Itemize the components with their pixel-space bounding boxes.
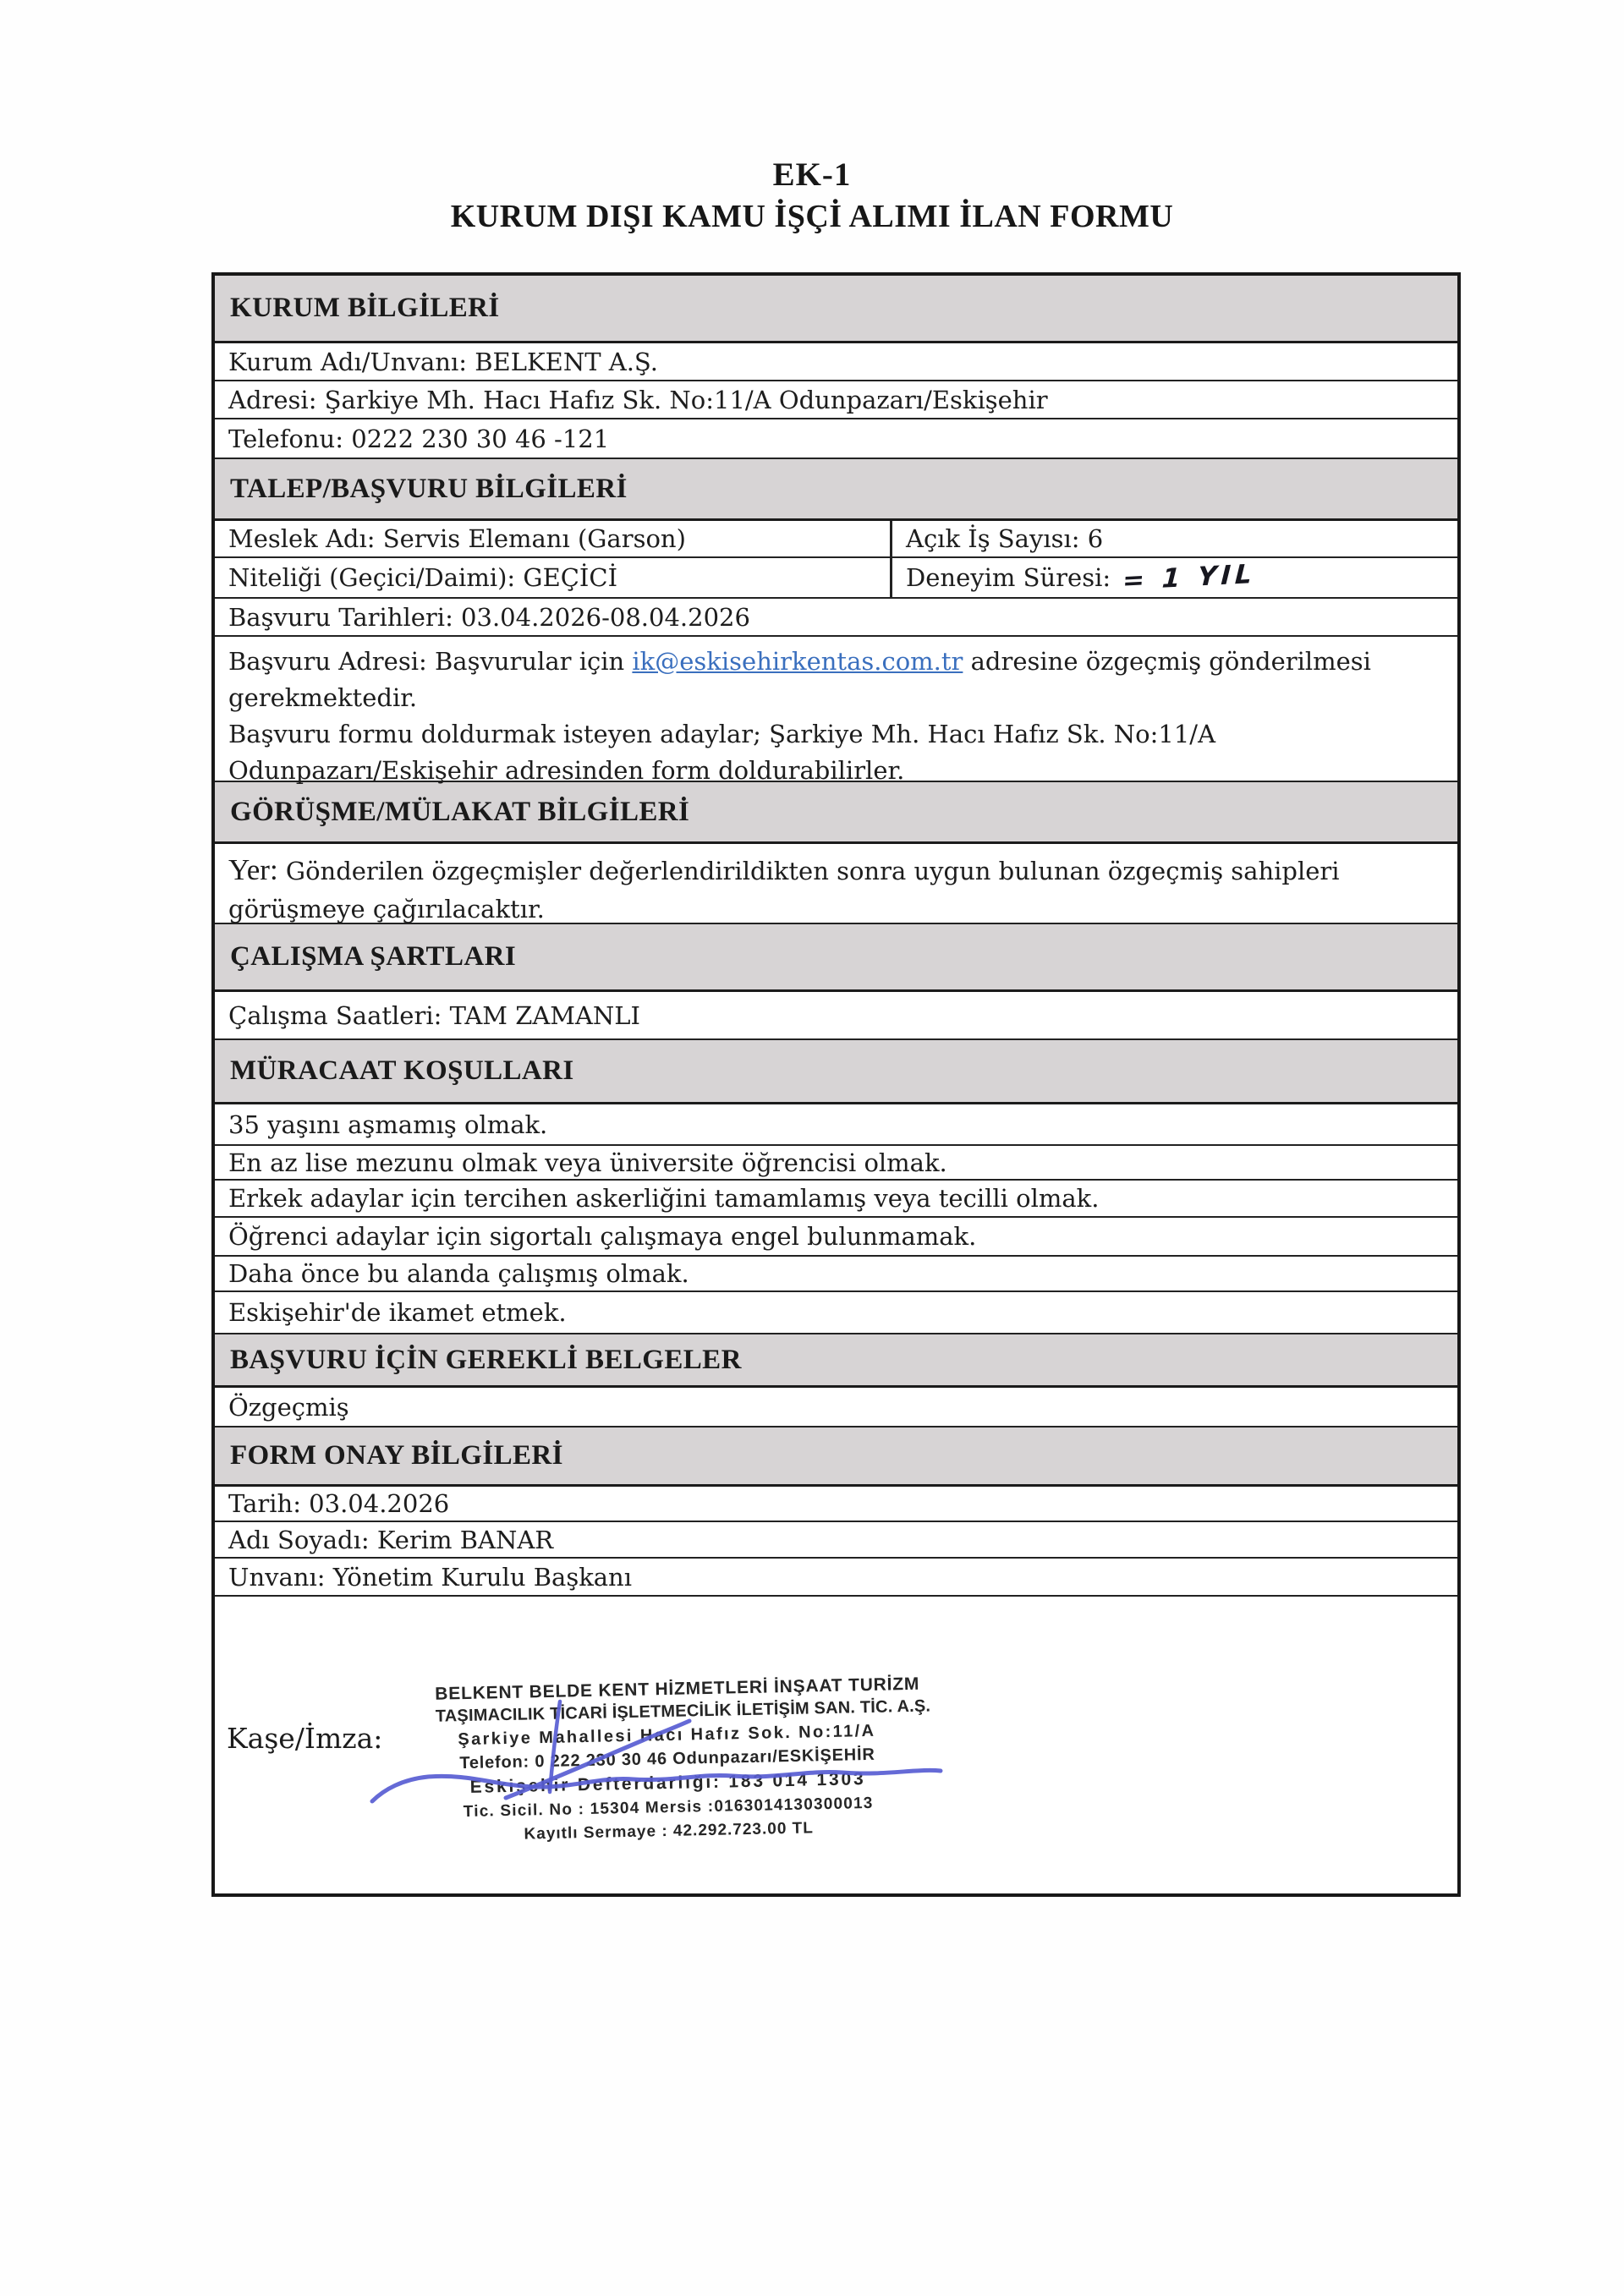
muracaat-item-row bbox=[215, 1181, 1457, 1218]
kase-imza-area bbox=[215, 1597, 1457, 1893]
muracaat-item-row bbox=[215, 1257, 1457, 1292]
kurum-adi-text: Kurum Adı/Unvanı: BELKENT A.Ş. bbox=[228, 347, 658, 376]
calisma-saatleri-text: Çalışma Saatleri: TAM ZAMANLI bbox=[228, 1000, 641, 1030]
section-title: MÜRACAAT KOŞULLARI bbox=[230, 1055, 574, 1086]
muracaat-item-text: En az lise mezunu olmak veya üniversite öğrencisi olmak. bbox=[228, 1148, 947, 1177]
section-header-calisma-sartlari bbox=[215, 924, 1457, 992]
section-title: ÇALIŞMA ŞARTLARI bbox=[230, 941, 517, 972]
basvuru-tarihleri-text: Başvuru Tarihleri: 03.04.2026-08.04.2026 bbox=[228, 602, 750, 632]
meslek-adi-text: Meslek Adı: Servis Elemanı (Garson) bbox=[228, 524, 686, 553]
muracaat-item-row bbox=[215, 1292, 1457, 1334]
stamp-line: Şarkiye Mahallesi Hacı Hafız Sok. No:11/A bbox=[458, 1721, 876, 1750]
row-telefonu bbox=[215, 419, 1457, 459]
row-meslek-acikis bbox=[215, 521, 1457, 558]
section-header-form-onay bbox=[215, 1427, 1457, 1487]
title-form-name: KURUM DIŞI KAMU İŞÇİ ALIMI İLAN FORMU bbox=[450, 199, 1174, 234]
adi-soyadi-text: Adı Soyadı: Kerim BANAR bbox=[228, 1525, 554, 1554]
section-header-kurum-bilgileri bbox=[215, 276, 1457, 343]
kase-imza-label: Kaşe/İmza: bbox=[227, 1722, 383, 1755]
deneyim-cell bbox=[892, 558, 1457, 597]
section-title: KURUM BİLGİLERİ bbox=[230, 293, 500, 323]
deneyim-label: Deneyim Süresi: bbox=[906, 563, 1111, 592]
muracaat-item-row bbox=[215, 1146, 1457, 1181]
nitelik-cell bbox=[215, 558, 892, 597]
stamp-line: Tic. Sicil. No : 15304 Mersis :0163014130300013 bbox=[463, 1794, 874, 1822]
telefonu-text: Telefonu: 0222 230 30 46 -121 bbox=[228, 424, 610, 453]
section-title: TALEP/BAŞVURU BİLGİLERİ bbox=[230, 473, 628, 504]
company-stamp bbox=[435, 1673, 931, 1848]
section-title: GÖRÜŞME/MÜLAKAT BİLGİLERİ bbox=[230, 796, 690, 827]
muracaat-item-text: Eskişehir'de ikamet etmek. bbox=[228, 1298, 567, 1327]
row-unvani bbox=[215, 1559, 1457, 1597]
row-tarih bbox=[215, 1487, 1457, 1522]
stamp-line: Kayıtlı Sermaye : 42.292.723.00 TL bbox=[524, 1819, 815, 1844]
row-ozgecmis bbox=[215, 1388, 1457, 1427]
ozgecmis-text: Özgeçmiş bbox=[228, 1392, 349, 1422]
muracaat-item-row bbox=[215, 1218, 1457, 1257]
yer-text: Gönderilen özgeçmişler değerlendirildikten sonra uygun bulunan özgeçmiş sahipleri görüşmeye çağırılacaktır. bbox=[228, 857, 1340, 923]
meslek-adi-cell bbox=[215, 521, 892, 556]
document-title bbox=[0, 156, 1624, 238]
row-basvuru-tarihleri bbox=[215, 599, 1457, 637]
nitelik-text: Niteliği (Geçici/Daimi): GEÇİCİ bbox=[228, 563, 618, 592]
row-nitelik-deneyim bbox=[215, 558, 1457, 599]
row-kurum-adi bbox=[215, 343, 1457, 381]
basvuru-adresi-prefix: Başvuru Adresi: Başvurular için bbox=[228, 647, 633, 676]
section-header-gorusme bbox=[215, 782, 1457, 844]
tarih-text: Tarih: 03.04.2026 bbox=[228, 1489, 450, 1518]
section-header-talep-basvuru bbox=[215, 459, 1457, 521]
row-calisma-saatleri bbox=[215, 992, 1457, 1040]
stamp-line: TAŞIMACILIK TİCARİ İŞLETMECİLİK İLETİŞİM SAN. TİC. A.Ş. bbox=[435, 1696, 931, 1726]
form-table bbox=[211, 272, 1461, 1897]
muracaat-item-text: Öğrenci adaylar için sigortalı çalışmaya engel bulunmamak. bbox=[228, 1222, 977, 1251]
deneyim-handwritten-value: = 1 YIL bbox=[1122, 558, 1257, 597]
basvuru-adresi-line2: Başvuru formu doldurmak isteyen adaylar; Şarkiye Mh. Hacı Hafız Sk. No:11/A Odunpazarı/Eskişehir adresinden form doldurabilirler. bbox=[228, 720, 1216, 785]
stamp-line: BELKENT BELDE KENT HİZMETLERİ İNŞAAT TURİZM bbox=[435, 1674, 920, 1704]
stamp-line: Eskişehir Defterdarlığı: 183 014 1303 bbox=[469, 1769, 866, 1797]
section-header-gerekli-belgeler bbox=[215, 1334, 1457, 1388]
muracaat-item-text: Daha önce bu alanda çalışmış olmak. bbox=[228, 1259, 689, 1288]
row-yer bbox=[215, 844, 1457, 924]
muracaat-item-text: 35 yaşını aşmamış olmak. bbox=[228, 1110, 548, 1139]
basvuru-adresi-suffix: adresine özgeçmiş gönderilmesi gerekmektedir. bbox=[228, 647, 1371, 712]
acik-is-cell bbox=[892, 521, 1457, 556]
unvani-text: Unvanı: Yönetim Kurulu Başkanı bbox=[228, 1562, 633, 1592]
acik-is-text: Açık İş Sayısı: 6 bbox=[906, 524, 1104, 553]
muracaat-item-text: Erkek adaylar için tercihen askerliğini tamamlamış veya tecilli olmak. bbox=[228, 1184, 1100, 1213]
section-title: BAŞVURU İÇİN GEREKLİ BELGELER bbox=[230, 1344, 742, 1375]
adresi-text: Adresi: Şarkiye Mh. Hacı Hafız Sk. No:11/A Odunpazarı/Eskişehir bbox=[228, 385, 1048, 414]
email-link[interactable]: ik@eskisehirkentas.com.tr bbox=[632, 647, 963, 676]
section-header-muracaat-kosullari bbox=[215, 1040, 1457, 1104]
row-adi-soyadi bbox=[215, 1522, 1457, 1559]
yer-label: Yer: bbox=[228, 853, 278, 886]
row-basvuru-adresi bbox=[215, 637, 1457, 785]
section-title: FORM ONAY BİLGİLERİ bbox=[230, 1440, 563, 1471]
title-ek1: EK-1 bbox=[772, 156, 852, 193]
stamp-line: Telefon: 0 222 230 30 46 Odunpazarı/ESKİŞEHİR bbox=[459, 1745, 875, 1773]
row-adresi bbox=[215, 381, 1457, 419]
muracaat-item-row bbox=[215, 1104, 1457, 1146]
